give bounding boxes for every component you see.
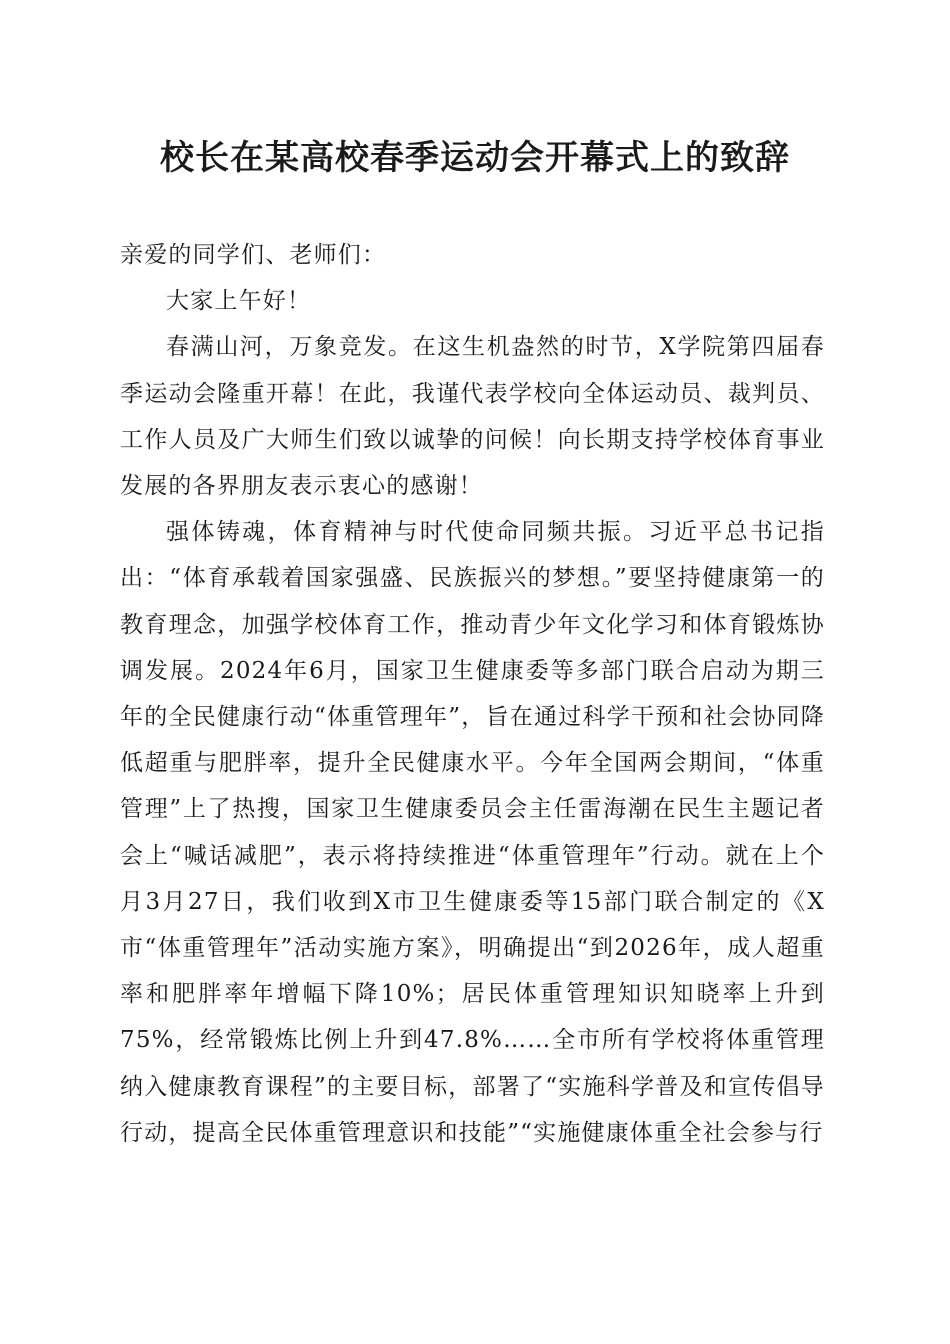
paragraph-opening: 春满山河，万象竞发。在这生机盎然的时节，X学院第四届春季运动会隆重开幕！在此，我谨代表学校向全体运动员、裁判员、工作人员及广大师生们致以诚挚的问候！向长期支持学校体育事业发展的各界朋友表示衷心的感谢！ xyxy=(120,334,825,500)
document-body xyxy=(120,232,825,1156)
greeting: 大家上午好！ xyxy=(166,288,312,315)
paragraph-sports-spirit: 强体铸魂，体育精神与时代使命同频共振。习近平总书记指出：“体育承载着国家强盛、民族振兴的梦想。”要坚持健康第一的教育理念，加强学校体育工作，推动青少年文化学习和体育锻炼协调发展。2024年6月，国家卫生健康委等多部门联合启动为期三年的全民健康行动“体重管理年”，旨在通过科学干预和社会协同降低超重与肥胖率，提升全民健康水平。今年全国两会期间，“体重管理”上了热搜，国家卫生健康委员会主任雷海潮在民生主题记者会上“喊话减肥”，表示将持续推进“体重管理年”行动。就在上个月3月27日，我们收到X市卫生健康委等15部门联合制定的《X市“体重管理年”活动实施方案》，明确提出“到2026年，成人超重率和肥胖率年增幅下降10%；居民体重管理知识知晓率上升到75%，经常锻炼比例上升到47.8%……全市所有学校将体重管理纳入健康教育课程”的主要目标，部署了“实施科学普及和宣传倡导行动，提高全民体重管理意识和技能”“实施健康体重全社会参与行 xyxy=(120,519,825,1146)
salutation: 亲爱的同学们、老师们： xyxy=(120,242,387,268)
document-title: 校长在某高校春季运动会开幕式上的致辞 xyxy=(160,138,790,178)
